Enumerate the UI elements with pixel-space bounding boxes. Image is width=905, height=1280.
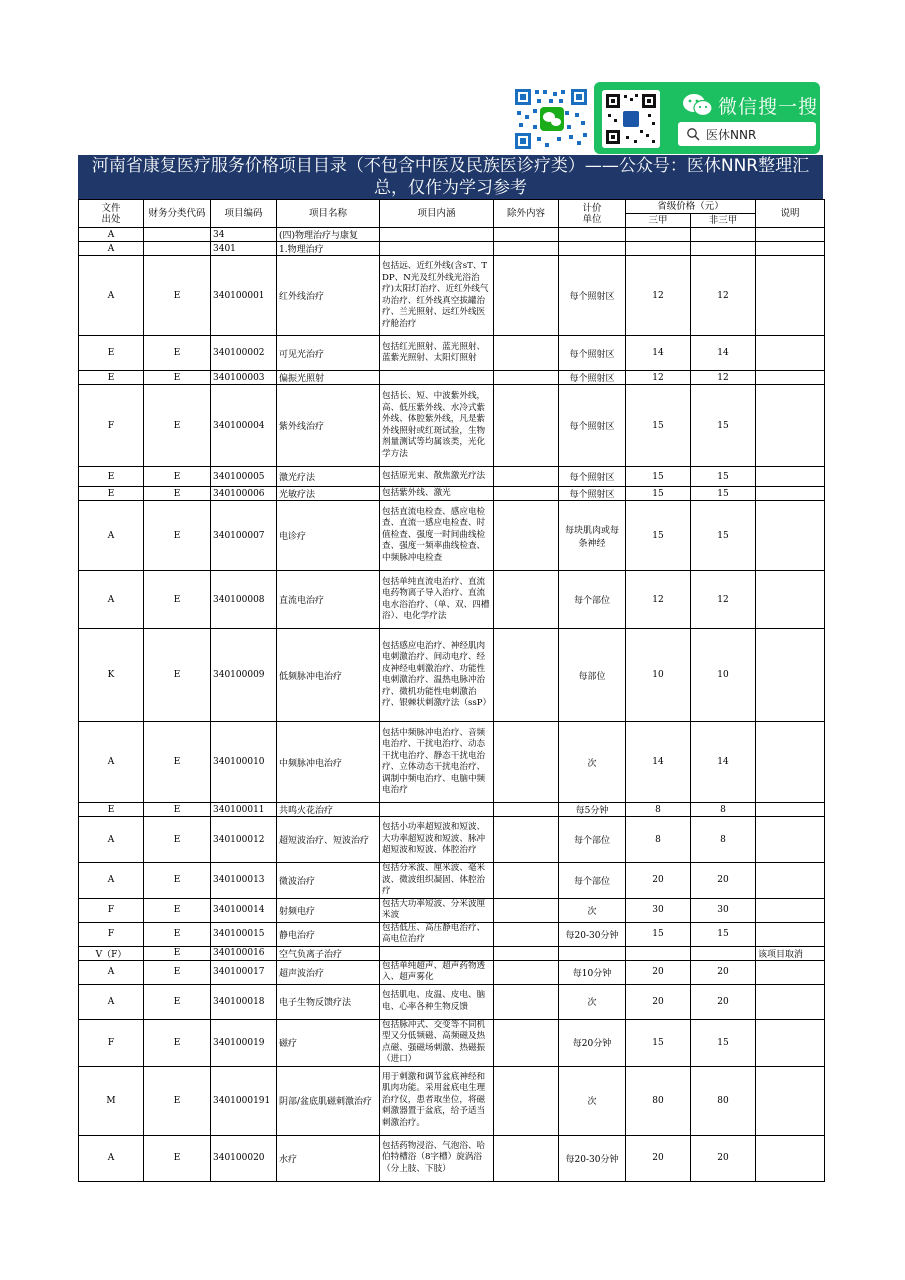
cell-note: [756, 922, 825, 946]
cell-unit: 每个照射区: [559, 256, 626, 336]
cell-fin-code: E: [144, 1135, 211, 1181]
cell-price-non3a: 8: [691, 803, 756, 817]
cell-unit: [559, 946, 626, 960]
cell-note: [756, 803, 825, 817]
qr-code-icon: [513, 87, 589, 151]
cell-fin-code: E: [144, 501, 211, 571]
cell-excluded: [494, 898, 559, 922]
cell-connotation: 包括直流电检查、感应电检查、直流一感应电检查、时值检查、强度一时间曲线检查、强度一频率曲线检查、中频脉冲电检查: [380, 501, 494, 571]
table-row: [79, 863, 825, 899]
cell-note: [756, 1066, 825, 1135]
cell-note: [756, 371, 825, 385]
cell-price-non3a: 12: [691, 571, 756, 629]
cell-price-non3a: 15: [691, 385, 756, 467]
cell-unit: 每20分钟: [559, 1019, 626, 1066]
cell-price-grade3a: 20: [626, 1135, 691, 1181]
cell-item-code: 340100020: [211, 1135, 277, 1181]
cell-unit: 每20-30分钟: [559, 922, 626, 946]
cell-excluded: [494, 371, 559, 385]
cell-item-name: 激光疗法: [277, 467, 380, 487]
cell-excluded: [494, 256, 559, 336]
header-note: 说明: [756, 200, 825, 228]
cell-item-name: 中频脉冲电治疗: [277, 722, 380, 803]
cell-connotation: 包括中频脉冲电治疗、音频电治疗、干扰电治疗、动态干扰电治疗、静态干扰电治疗、立体动态干扰电治疗、调制中频电治疗、电脑中频电治疗: [380, 722, 494, 803]
cell-excluded: [494, 1135, 559, 1181]
cell-item-name: (四)物理治疗与康复: [277, 228, 380, 242]
cell-connotation: [380, 946, 494, 960]
cell-price-grade3a: 12: [626, 371, 691, 385]
cell-excluded: [494, 242, 559, 256]
cell-item-code: 34: [211, 228, 277, 242]
cell-item-name: 静电治疗: [277, 922, 380, 946]
cell-price-non3a: 14: [691, 722, 756, 803]
cell-source: A: [79, 817, 144, 863]
document-title: 河南省康复医疗服务价格项目目录（不包含中医及民族医诊疗类）——公众号：医休NNR整理汇总，仅作为学习参考: [78, 155, 823, 199]
cell-excluded: [494, 960, 559, 984]
cell-price-non3a: 80: [691, 1066, 756, 1135]
cell-source: A: [79, 960, 144, 984]
cell-fin-code: E: [144, 256, 211, 336]
table-row: [79, 501, 825, 571]
cell-note: [756, 898, 825, 922]
cell-note: [756, 501, 825, 571]
cell-fin-code: E: [144, 960, 211, 984]
cell-item-code: 340100017: [211, 960, 277, 984]
cell-price-grade3a: 12: [626, 571, 691, 629]
cell-price-non3a: 12: [691, 371, 756, 385]
cell-source: E: [79, 803, 144, 817]
header-item-name: 项目名称: [277, 200, 380, 228]
table-row: [79, 817, 825, 863]
table-row: [79, 984, 825, 1019]
cell-item-code: 340100016: [211, 946, 277, 960]
cell-price-non3a: 20: [691, 863, 756, 899]
cell-item-name: 超声波治疗: [277, 960, 380, 984]
cell-connotation: 包括低压、高压静电治疗、高电位治疗: [380, 922, 494, 946]
cell-price-grade3a: 20: [626, 984, 691, 1019]
cell-fin-code: E: [144, 467, 211, 487]
cell-item-name: 电诊疗: [277, 501, 380, 571]
cell-price-grade3a: [626, 242, 691, 256]
cell-price-grade3a: 15: [626, 1019, 691, 1066]
cell-excluded: [494, 1066, 559, 1135]
cell-price-grade3a: [626, 228, 691, 242]
table-row: [79, 960, 825, 984]
header-unit: 计价 单位: [559, 200, 626, 228]
cell-connotation: 用于刺激和调节盆底神经和肌肉功能。采用盆底电生理治疗仪，患者取坐位，将磁刺激器置于盆底，给予适当刺激治疗。: [380, 1066, 494, 1135]
cell-fin-code: E: [144, 336, 211, 371]
table-row: [79, 722, 825, 803]
cell-excluded: [494, 571, 559, 629]
cell-fin-code: E: [144, 803, 211, 817]
cell-fin-code: E: [144, 385, 211, 467]
header-price-group: 省级价格（元）: [626, 200, 756, 214]
cell-note: [756, 242, 825, 256]
cell-source: E: [79, 487, 144, 501]
cell-item-code: 340100008: [211, 571, 277, 629]
cell-unit: 每个部位: [559, 863, 626, 899]
cell-item-name: 可见光治疗: [277, 336, 380, 371]
search-icon: [686, 127, 700, 141]
cell-fin-code: E: [144, 487, 211, 501]
cell-unit: 每10分钟: [559, 960, 626, 984]
cell-fin-code: E: [144, 722, 211, 803]
table-row: [79, 487, 825, 501]
cell-note: [756, 984, 825, 1019]
cell-item-code: 340100012: [211, 817, 277, 863]
cell-item-code: 340100019: [211, 1019, 277, 1066]
cell-price-non3a: [691, 946, 756, 960]
cell-source: A: [79, 501, 144, 571]
cell-source: A: [79, 571, 144, 629]
cell-note: [756, 863, 825, 899]
cell-connotation: 包括紫外线、激光: [380, 487, 494, 501]
cell-note: [756, 960, 825, 984]
cell-price-grade3a: 10: [626, 629, 691, 722]
cell-unit: 次: [559, 984, 626, 1019]
cell-unit: 每个照射区: [559, 385, 626, 467]
cell-item-name: 低频脉冲电治疗: [277, 629, 380, 722]
cell-note: [756, 817, 825, 863]
cell-excluded: [494, 501, 559, 571]
cell-item-name: 光敏疗法: [277, 487, 380, 501]
cell-item-name: 空气负离子治疗: [277, 946, 380, 960]
cell-item-code: 340100002: [211, 336, 277, 371]
cell-connotation: 包括肌电、皮温、皮电、脑电、心率各种生物反馈: [380, 984, 494, 1019]
cell-fin-code: E: [144, 946, 211, 960]
cell-connotation: 包括单纯直流电治疗、直流电药物离子导入治疗、直流电水浴治疗、（单、双、四槽浴）、电化学疗法: [380, 571, 494, 629]
table-row: [79, 1019, 825, 1066]
cell-source: M: [79, 1066, 144, 1135]
cell-note: [756, 1135, 825, 1181]
cell-unit: 次: [559, 898, 626, 922]
cell-item-name: 直流电治疗: [277, 571, 380, 629]
cell-fin-code: E: [144, 984, 211, 1019]
cell-item-name: 偏振光照射: [277, 371, 380, 385]
cell-connotation: 包括药物浸浴、气泡浴、哈伯特槽浴（8字槽）旋涡浴（分上肢、下肢）: [380, 1135, 494, 1181]
cell-item-name: 磁疗: [277, 1019, 380, 1066]
cell-source: A: [79, 228, 144, 242]
cell-price-non3a: 8: [691, 817, 756, 863]
cell-item-name: 微波治疗: [277, 863, 380, 899]
cell-unit: 每个照射区: [559, 371, 626, 385]
search-input[interactable]: [678, 122, 816, 146]
cell-note: [756, 256, 825, 336]
cell-price-grade3a: 20: [626, 863, 691, 899]
cell-note: [756, 571, 825, 629]
cell-note: [756, 385, 825, 467]
cell-unit: 每部位: [559, 629, 626, 722]
cell-source: A: [79, 256, 144, 336]
table-row: [79, 228, 825, 242]
cell-connotation: 包括感应电治疗、神经肌肉电刺激治疗、间动电疗、经皮神经电刺激治疗、功能性电刺激治疗、温热电脉冲治疗、微机功能性电刺激治疗、银棘状刺激疗法（ssP）: [380, 629, 494, 722]
cell-price-grade3a: 14: [626, 722, 691, 803]
cell-fin-code: E: [144, 1019, 211, 1066]
cell-item-code: 340100018: [211, 984, 277, 1019]
cell-price-non3a: 20: [691, 1135, 756, 1181]
cell-price-grade3a: 14: [626, 336, 691, 371]
cell-price-grade3a: 15: [626, 501, 691, 571]
cell-item-code: 340100003: [211, 371, 277, 385]
cell-item-code: 340100010: [211, 722, 277, 803]
cell-source: A: [79, 242, 144, 256]
cell-price-non3a: 10: [691, 629, 756, 722]
cell-unit: 每5分钟: [559, 803, 626, 817]
cell-source: A: [79, 722, 144, 803]
header-source: 文件 出处: [79, 200, 144, 228]
cell-price-grade3a: 8: [626, 817, 691, 863]
cell-price-grade3a: 30: [626, 898, 691, 922]
cell-source: F: [79, 898, 144, 922]
cell-unit: [559, 242, 626, 256]
cell-price-grade3a: 80: [626, 1066, 691, 1135]
cell-item-name: 1.物理治疗: [277, 242, 380, 256]
header-item-code: 项目编码: [211, 200, 277, 228]
cell-item-code: 3401000191: [211, 1066, 277, 1135]
cell-excluded: [494, 228, 559, 242]
cell-fin-code: E: [144, 817, 211, 863]
cell-item-code: 340100007: [211, 501, 277, 571]
cell-fin-code: [144, 228, 211, 242]
cell-price-grade3a: 15: [626, 385, 691, 467]
header-excluded: 除外内容: [494, 200, 559, 228]
cell-connotation: 包括分米波、厘米波、毫米波、微波组织凝固、体腔治疗: [380, 863, 494, 899]
cell-price-grade3a: 15: [626, 922, 691, 946]
cell-excluded: [494, 863, 559, 899]
header-grade3a: 三甲: [626, 214, 691, 228]
cell-fin-code: E: [144, 571, 211, 629]
cell-price-grade3a: [626, 946, 691, 960]
cell-excluded: [494, 984, 559, 1019]
table-row: [79, 1135, 825, 1181]
cell-excluded: [494, 336, 559, 371]
cell-unit: 每20-30分钟: [559, 1135, 626, 1181]
cell-fin-code: E: [144, 898, 211, 922]
cell-item-name: 水疗: [277, 1135, 380, 1181]
cell-unit: 每个部位: [559, 817, 626, 863]
cell-item-name: 电子生物反馈疗法: [277, 984, 380, 1019]
table-row: [79, 1066, 825, 1135]
qr-code-small-icon: [602, 90, 660, 148]
cell-connotation: [380, 228, 494, 242]
cell-fin-code: E: [144, 922, 211, 946]
cell-connotation: 包括原光束、散焦激光疗法: [380, 467, 494, 487]
cell-source: E: [79, 336, 144, 371]
cell-item-code: 340100001: [211, 256, 277, 336]
cell-source: E: [79, 371, 144, 385]
cell-fin-code: E: [144, 629, 211, 722]
cell-source: A: [79, 863, 144, 899]
wechat-search-banner: [594, 82, 820, 154]
cell-item-name: 超短波治疗、短波治疗: [277, 817, 380, 863]
cell-price-non3a: 15: [691, 1019, 756, 1066]
table-row: [79, 629, 825, 722]
header-connotation: 项目内涵: [380, 200, 494, 228]
cell-source: K: [79, 629, 144, 722]
cell-item-name: 射频电疗: [277, 898, 380, 922]
cell-price-grade3a: 20: [626, 960, 691, 984]
cell-price-non3a: [691, 242, 756, 256]
cell-connotation: 包括单纯超声、超声药物透入、超声雾化: [380, 960, 494, 984]
cell-excluded: [494, 722, 559, 803]
cell-connotation: 包括脉冲式、交变等不同机型又分低频磁、高频磁及热点磁、强磁场刺激、热磁振（进口）: [380, 1019, 494, 1066]
table-row: [79, 571, 825, 629]
cell-item-code: 3401: [211, 242, 277, 256]
cell-source: F: [79, 922, 144, 946]
cell-source: F: [79, 385, 144, 467]
cell-item-code: 340100011: [211, 803, 277, 817]
cell-note: [756, 467, 825, 487]
header-fin-code: 财务分类代码: [144, 200, 211, 228]
cell-fin-code: [144, 242, 211, 256]
cell-note: [756, 1019, 825, 1066]
cell-excluded: [494, 946, 559, 960]
cell-source: F: [79, 1019, 144, 1066]
cell-item-name: 共鸣火花治疗: [277, 803, 380, 817]
table-row: [79, 242, 825, 256]
cell-fin-code: E: [144, 863, 211, 899]
cell-note: [756, 722, 825, 803]
cell-price-non3a: 15: [691, 487, 756, 501]
cell-item-code: 340100013: [211, 863, 277, 899]
cell-price-non3a: 14: [691, 336, 756, 371]
cell-fin-code: E: [144, 1066, 211, 1135]
cell-price-grade3a: 15: [626, 487, 691, 501]
cell-source: A: [79, 1135, 144, 1181]
cell-item-code: 340100014: [211, 898, 277, 922]
wechat-logo-icon: [682, 93, 714, 117]
cell-unit: 次: [559, 722, 626, 803]
cell-excluded: [494, 922, 559, 946]
cell-excluded: [494, 803, 559, 817]
table-row: [79, 922, 825, 946]
cell-connotation: [380, 242, 494, 256]
cell-item-code: 340100015: [211, 922, 277, 946]
table-row: [79, 371, 825, 385]
cell-unit: 每个照射区: [559, 487, 626, 501]
cell-unit: 每个部位: [559, 571, 626, 629]
cell-excluded: [494, 487, 559, 501]
cell-connotation: 包括红光照射、蓝光照射、蓝紫光照射、太阳灯照射: [380, 336, 494, 371]
cell-item-name: 红外线治疗: [277, 256, 380, 336]
cell-note: [756, 336, 825, 371]
cell-unit: 每块肌肉或每条神经: [559, 501, 626, 571]
cell-price-non3a: 30: [691, 898, 756, 922]
cell-item-code: 340100005: [211, 467, 277, 487]
cell-price-grade3a: 12: [626, 256, 691, 336]
price-table: [78, 199, 825, 1182]
cell-unit: 每个照射区: [559, 336, 626, 371]
cell-item-name: 紫外线治疗: [277, 385, 380, 467]
cell-unit: [559, 228, 626, 242]
cell-excluded: [494, 385, 559, 467]
cell-price-non3a: 15: [691, 922, 756, 946]
table-row: [79, 467, 825, 487]
header-non3a: 非三甲: [691, 214, 756, 228]
cell-price-grade3a: 15: [626, 467, 691, 487]
banner-title: 微信搜一搜: [718, 96, 819, 118]
cell-excluded: [494, 817, 559, 863]
cell-connotation: 包括大功率短波、分米波厘米波: [380, 898, 494, 922]
search-text: 医休NNR: [706, 128, 757, 142]
cell-source: V（F）: [79, 946, 144, 960]
cell-price-non3a: 20: [691, 984, 756, 1019]
table-row: [79, 946, 825, 960]
cell-price-grade3a: 8: [626, 803, 691, 817]
cell-price-non3a: 20: [691, 960, 756, 984]
cell-connotation: 包括长、短、中波紫外线，高、低压紫外线、水冷式紫外线、体腔紫外线，凡是紫外线照射或红斑试验，生物剂量测试等均属该类，光化学方法: [380, 385, 494, 467]
cell-price-non3a: 12: [691, 256, 756, 336]
cell-item-code: 340100006: [211, 487, 277, 501]
cell-source: E: [79, 467, 144, 487]
cell-price-non3a: 15: [691, 467, 756, 487]
cell-note: [756, 629, 825, 722]
table-row: [79, 336, 825, 371]
cell-price-non3a: 15: [691, 501, 756, 571]
cell-excluded: [494, 467, 559, 487]
cell-item-code: 340100004: [211, 385, 277, 467]
cell-connotation: 包括远、近红外线(含sT、TDP、N光及红外线光浴治疗)太阳灯治疗、近红外线气功治疗、红外线真空拔罐治疗、兰光照射、远红外线医疗舱治疗: [380, 256, 494, 336]
cell-connotation: 包括小功率超短波和短波、大功率超短波和短波、脉冲超短波和短波、体腔治疗: [380, 817, 494, 863]
cell-unit: 每个照射区: [559, 467, 626, 487]
cell-item-name: 阴部/盆底肌磁刺激治疗: [277, 1066, 380, 1135]
cell-note: [756, 487, 825, 501]
table-row: [79, 385, 825, 467]
cell-item-code: 340100009: [211, 629, 277, 722]
table-row: [79, 898, 825, 922]
cell-excluded: [494, 629, 559, 722]
cell-price-non3a: [691, 228, 756, 242]
cell-note: 该项目取消: [756, 946, 825, 960]
cell-connotation: [380, 803, 494, 817]
cell-fin-code: E: [144, 371, 211, 385]
cell-excluded: [494, 1019, 559, 1066]
cell-note: [756, 228, 825, 242]
cell-connotation: [380, 371, 494, 385]
table-row: [79, 803, 825, 817]
cell-source: A: [79, 984, 144, 1019]
cell-unit: 次: [559, 1066, 626, 1135]
table-row: [79, 256, 825, 336]
